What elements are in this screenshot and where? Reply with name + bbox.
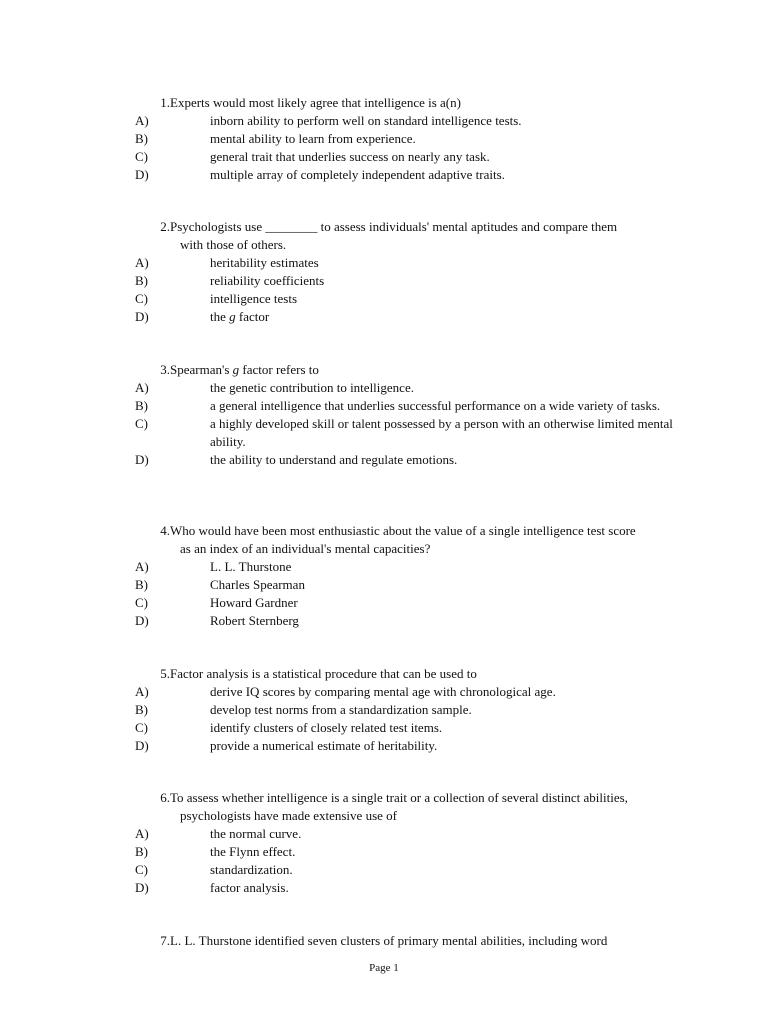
answer-option bbox=[135, 683, 715, 701]
option-letter: B) bbox=[135, 273, 148, 288]
question-stem bbox=[135, 522, 715, 558]
question-stem-line: L. L. Thurstone identified seven clusters of primary mental abilities, including word bbox=[170, 933, 608, 948]
option-text: Robert Sternberg bbox=[210, 613, 299, 628]
question-stem bbox=[135, 789, 715, 825]
question-stem-line: as an index of an individual's mental capacities? bbox=[180, 541, 431, 556]
option-letter: A) bbox=[135, 113, 149, 128]
answer-option bbox=[135, 148, 715, 166]
answer-option bbox=[135, 290, 715, 308]
option-text: the genetic contribution to intelligence. bbox=[210, 380, 414, 395]
option-text: derive IQ scores by comparing mental age with chronological age. bbox=[210, 684, 556, 699]
option-text: Charles Spearman bbox=[210, 577, 305, 592]
answer-option bbox=[135, 594, 715, 612]
answer-option bbox=[135, 112, 715, 130]
question-6 bbox=[135, 789, 715, 897]
option-letter: B) bbox=[135, 131, 148, 146]
answer-option bbox=[135, 719, 715, 737]
answer-option bbox=[135, 612, 715, 630]
question-stem-line: psychologists have made extensive use of bbox=[180, 808, 397, 823]
option-text: a highly developed skill or talent possessed by a person with an otherwise limited mental ability. bbox=[210, 416, 673, 449]
option-text: reliability coefficients bbox=[210, 273, 325, 288]
option-letter: D) bbox=[135, 880, 149, 895]
answer-option bbox=[135, 379, 715, 397]
option-letter: A) bbox=[135, 684, 149, 699]
answer-option bbox=[135, 308, 715, 326]
question-number: 2. bbox=[160, 219, 170, 234]
page-number: Page 1 bbox=[369, 962, 399, 974]
option-text: Howard Gardner bbox=[210, 595, 298, 610]
option-letter: C) bbox=[135, 416, 148, 431]
question-stem-line: Who would have been most enthusiastic about the value of a single intelligence test score bbox=[170, 523, 636, 538]
option-letter: A) bbox=[135, 826, 149, 841]
option-letter: B) bbox=[135, 844, 148, 859]
question-stem-italic: g bbox=[232, 362, 240, 377]
option-text: inborn ability to perform well on standard intelligence tests. bbox=[210, 113, 522, 128]
question-stem-line: Factor analysis is a statistical procedure that can be used to bbox=[170, 666, 477, 681]
answer-option bbox=[135, 843, 715, 861]
question-stem-line: To assess whether intelligence is a single trait or a collection of several distinct abilities, bbox=[170, 790, 628, 805]
option-letter: D) bbox=[135, 167, 149, 182]
answer-option bbox=[135, 861, 715, 879]
question-4 bbox=[135, 522, 715, 630]
answer-option bbox=[135, 576, 715, 594]
question-stem-part: Spearman's bbox=[170, 362, 233, 377]
option-letter: C) bbox=[135, 149, 148, 164]
question-7 bbox=[135, 932, 715, 950]
option-letter: B) bbox=[135, 577, 148, 592]
question-stem-line: Psychologists use ________ to assess individuals' mental aptitudes and compare them bbox=[170, 219, 618, 234]
option-letter: A) bbox=[135, 255, 149, 270]
question-stem bbox=[135, 932, 715, 950]
answer-option bbox=[135, 701, 715, 719]
question-stem bbox=[135, 665, 715, 683]
option-text: provide a numerical estimate of heritability. bbox=[210, 738, 438, 753]
answer-option bbox=[135, 415, 715, 451]
answer-option bbox=[135, 130, 715, 148]
option-letter: C) bbox=[135, 720, 148, 735]
option-text: a general intelligence that underlies successful performance on a wide variety of tasks. bbox=[210, 398, 661, 413]
answer-option bbox=[135, 272, 715, 290]
option-text-italic: g bbox=[229, 309, 236, 324]
option-text: develop test norms from a standardization sample. bbox=[210, 702, 472, 717]
question-5 bbox=[135, 665, 715, 755]
question-1 bbox=[135, 94, 715, 184]
option-text bbox=[210, 308, 715, 326]
option-letter: B) bbox=[135, 702, 148, 717]
question-number: 3. bbox=[160, 362, 170, 377]
option-text: standardization. bbox=[210, 862, 293, 877]
question-stem-line: Experts would most likely agree that intelligence is a(n) bbox=[170, 95, 461, 110]
answer-option bbox=[135, 879, 715, 897]
option-letter: A) bbox=[135, 559, 149, 574]
question-stem bbox=[135, 218, 715, 254]
question-stem bbox=[135, 361, 715, 379]
question-number: 7. bbox=[160, 933, 170, 948]
option-letter: D) bbox=[135, 309, 149, 324]
answer-option bbox=[135, 825, 715, 843]
option-letter: B) bbox=[135, 398, 148, 413]
answer-option bbox=[135, 166, 715, 184]
option-letter: A) bbox=[135, 380, 149, 395]
option-text: multiple array of completely independent adaptive traits. bbox=[210, 167, 505, 182]
option-text-part: factor bbox=[235, 309, 270, 324]
option-letter: C) bbox=[135, 862, 148, 877]
option-letter: D) bbox=[135, 452, 149, 467]
answer-option bbox=[135, 451, 715, 469]
answer-option bbox=[135, 737, 715, 755]
answer-option bbox=[135, 397, 715, 415]
option-letter: D) bbox=[135, 738, 149, 753]
option-text-part: the bbox=[210, 309, 230, 324]
question-number: 5. bbox=[160, 666, 170, 681]
option-letter: C) bbox=[135, 291, 148, 306]
answer-option bbox=[135, 558, 715, 576]
answer-option bbox=[135, 254, 715, 272]
question-number: 1. bbox=[160, 95, 170, 110]
question-stem-line: with those of others. bbox=[180, 237, 287, 252]
option-text: heritability estimates bbox=[210, 255, 319, 270]
question-number: 4. bbox=[160, 523, 170, 538]
option-text: the ability to understand and regulate emotions. bbox=[210, 452, 458, 467]
option-letter: C) bbox=[135, 595, 148, 610]
option-text: general trait that underlies success on nearly any task. bbox=[210, 149, 490, 164]
question-number: 6. bbox=[160, 790, 170, 805]
question-stem-part: factor refers to bbox=[239, 362, 319, 377]
option-text: the normal curve. bbox=[210, 826, 302, 841]
option-text: intelligence tests bbox=[210, 291, 298, 306]
question-3 bbox=[135, 361, 715, 469]
question-2 bbox=[135, 218, 715, 326]
option-text: factor analysis. bbox=[210, 880, 289, 895]
option-text: identify clusters of closely related test items. bbox=[210, 720, 443, 735]
option-letter: D) bbox=[135, 613, 149, 628]
page-footer bbox=[0, 962, 768, 974]
question-stem bbox=[135, 94, 715, 112]
option-text: L. L. Thurstone bbox=[210, 559, 292, 574]
option-text: the Flynn effect. bbox=[210, 844, 296, 859]
option-text: mental ability to learn from experience. bbox=[210, 131, 416, 146]
